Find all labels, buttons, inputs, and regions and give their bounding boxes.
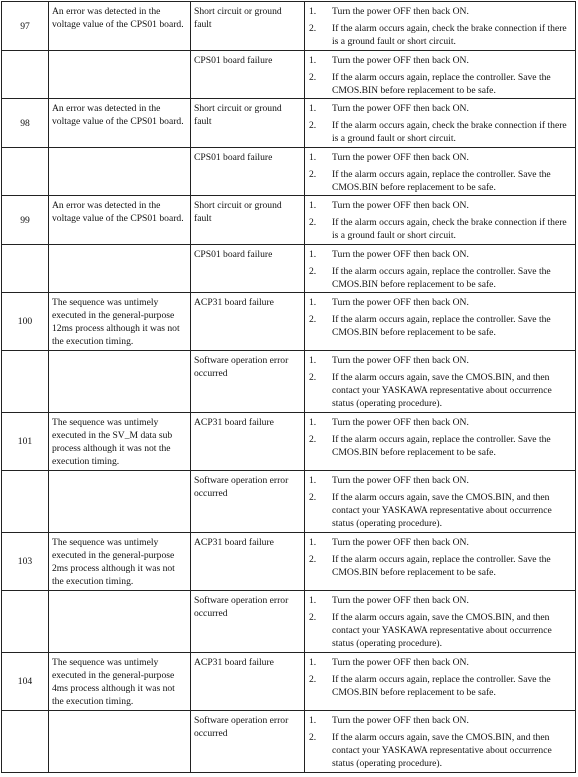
step-text: If the alarm occurs again, check the brake connection if there is a ground fault or short circuit. (332, 23, 567, 47)
table-row (2, 99, 576, 148)
remedy-step (308, 216, 572, 242)
remedy-steps (305, 471, 576, 533)
step-number: 1. (309, 297, 317, 308)
remedy-steps (305, 413, 576, 471)
remedy-step (308, 416, 572, 429)
error-description (49, 591, 191, 653)
alarm-code: 103 (2, 533, 49, 591)
alarm-code: 104 (2, 653, 49, 711)
remedy-steps (305, 196, 576, 245)
alarm-code: 101 (2, 413, 49, 471)
step-text: Turn the power OFF then back ON. (332, 657, 469, 668)
step-text: If the alarm occurs again, save the CMOS.BIN, and then contact your YASKAWA representative about occurrence status (operating procedure). (332, 732, 552, 769)
error-cause: Short circuit or ground fault (191, 2, 305, 51)
step-number: 2. (309, 612, 317, 623)
remedy-step (308, 296, 572, 309)
remedy-step (308, 673, 572, 699)
error-description (49, 51, 191, 99)
step-number: 1. (309, 103, 317, 114)
error-description: The sequence was untimely executed in the general-purpose 4ms process although it was not the execution timing. (49, 653, 191, 711)
error-cause: ACP31 board failure (191, 413, 305, 471)
step-text: Turn the power OFF then back ON. (332, 152, 469, 163)
error-cause: Software operation error occurred (191, 591, 305, 653)
table-row (2, 471, 576, 533)
error-cause: ACP31 board failure (191, 533, 305, 591)
alarm-code: 100 (2, 293, 49, 351)
table-row (2, 351, 576, 413)
table-row (2, 591, 576, 653)
alarm-code (2, 245, 49, 293)
step-number: 1. (309, 715, 317, 726)
step-text: Turn the power OFF then back ON. (332, 355, 469, 366)
step-number: 2. (309, 674, 317, 685)
step-text: Turn the power OFF then back ON. (332, 297, 469, 308)
step-text: Turn the power OFF then back ON. (332, 249, 469, 260)
table-row (2, 711, 576, 773)
remedy-step (308, 102, 572, 115)
remedy-step (308, 714, 572, 727)
step-number: 1. (309, 657, 317, 668)
remedy-steps (305, 351, 576, 413)
remedy-step (308, 54, 572, 67)
step-text: Turn the power OFF then back ON. (332, 55, 469, 66)
alarm-code (2, 351, 49, 413)
remedy-step (308, 354, 572, 367)
alarm-table (1, 1, 576, 773)
remedy-steps (305, 99, 576, 148)
error-description: The sequence was untimely executed in the general-purpose 2ms process although it was not the execution timing. (49, 533, 191, 591)
step-text: If the alarm occurs again, save the CMOS.BIN, and then contact your YASKAWA representative about occurrence status (operating procedure). (332, 492, 552, 529)
error-cause: Short circuit or ground fault (191, 196, 305, 245)
error-cause: Software operation error occurred (191, 351, 305, 413)
remedy-steps (305, 2, 576, 51)
step-number: 2. (309, 732, 317, 743)
error-cause: Short circuit or ground fault (191, 99, 305, 148)
alarm-code: 97 (2, 2, 49, 51)
error-cause: Software operation error occurred (191, 471, 305, 533)
remedy-steps (305, 533, 576, 591)
table-row (2, 533, 576, 591)
step-text: If the alarm occurs again, check the brake connection if there is a ground fault or short circuit. (332, 217, 567, 241)
step-number: 1. (309, 200, 317, 211)
error-description: An error was detected in the voltage value of the CPS01 board. (49, 196, 191, 245)
remedy-step (308, 248, 572, 261)
table-row (2, 653, 576, 711)
step-number: 2. (309, 217, 317, 228)
step-text: Turn the power OFF then back ON. (332, 595, 469, 606)
remedy-step (308, 71, 572, 97)
remedy-step (308, 731, 572, 770)
step-text: Turn the power OFF then back ON. (332, 200, 469, 211)
table-row (2, 2, 576, 51)
error-cause: CPS01 board failure (191, 148, 305, 196)
remedy-step (308, 22, 572, 48)
remedy-steps (305, 711, 576, 773)
step-text: If the alarm occurs again, replace the controller. Save the CMOS.BIN before replacement to be safe. (332, 554, 551, 578)
step-number: 1. (309, 417, 317, 428)
step-number: 1. (309, 6, 317, 17)
table-row (2, 51, 576, 99)
table-row (2, 148, 576, 196)
step-text: If the alarm occurs again, save the CMOS.BIN, and then contact your YASKAWA representative about occurrence status (operating procedure). (332, 372, 552, 409)
table-row (2, 196, 576, 245)
remedy-step (308, 371, 572, 410)
error-description (49, 351, 191, 413)
step-text: If the alarm occurs again, replace the controller. Save the CMOS.BIN before replacement to be safe. (332, 72, 551, 96)
remedy-step (308, 433, 572, 459)
remedy-step (308, 265, 572, 291)
step-number: 1. (309, 475, 317, 486)
error-description (49, 148, 191, 196)
step-text: If the alarm occurs again, replace the controller. Save the CMOS.BIN before replacement to be safe. (332, 674, 551, 698)
remedy-step (308, 491, 572, 530)
step-number: 1. (309, 537, 317, 548)
step-text: Turn the power OFF then back ON. (332, 6, 469, 17)
step-number: 2. (309, 266, 317, 277)
remedy-step (308, 536, 572, 549)
remedy-step (308, 553, 572, 579)
step-number: 1. (309, 355, 317, 366)
step-text: If the alarm occurs again, replace the controller. Save the CMOS.BIN before replacement to be safe. (332, 266, 551, 290)
step-text: Turn the power OFF then back ON. (332, 715, 469, 726)
step-number: 1. (309, 55, 317, 66)
step-number: 2. (309, 72, 317, 83)
step-number: 2. (309, 120, 317, 131)
alarm-code (2, 471, 49, 533)
error-description: An error was detected in the voltage value of the CPS01 board. (49, 2, 191, 51)
error-cause: CPS01 board failure (191, 245, 305, 293)
remedy-step (308, 5, 572, 18)
remedy-steps (305, 653, 576, 711)
table-row (2, 413, 576, 471)
error-description: An error was detected in the voltage value of the CPS01 board. (49, 99, 191, 148)
table-row (2, 293, 576, 351)
remedy-steps (305, 591, 576, 653)
step-text: If the alarm occurs again, save the CMOS.BIN, and then contact your YASKAWA representative about occurrence status (operating procedure). (332, 612, 552, 649)
step-number: 2. (309, 169, 317, 180)
step-text: Turn the power OFF then back ON. (332, 103, 469, 114)
error-description (49, 245, 191, 293)
step-number: 2. (309, 554, 317, 565)
alarm-code (2, 148, 49, 196)
step-number: 2. (309, 23, 317, 34)
remedy-step (308, 474, 572, 487)
step-number: 1. (309, 595, 317, 606)
error-cause: Software operation error occurred (191, 711, 305, 773)
error-description: The sequence was untimely executed in the general-purpose 12ms process although it was not the execution timing. (49, 293, 191, 351)
remedy-step (308, 594, 572, 607)
step-text: Turn the power OFF then back ON. (332, 417, 469, 428)
remedy-steps (305, 51, 576, 99)
alarm-code (2, 591, 49, 653)
remedy-step (308, 656, 572, 669)
remedy-step (308, 151, 572, 164)
error-cause: ACP31 board failure (191, 293, 305, 351)
step-number: 2. (309, 372, 317, 383)
remedy-steps (305, 245, 576, 293)
table-row (2, 245, 576, 293)
alarm-code (2, 51, 49, 99)
alarm-code (2, 711, 49, 773)
remedy-step (308, 611, 572, 650)
step-number: 1. (309, 249, 317, 260)
step-text: If the alarm occurs again, replace the controller. Save the CMOS.BIN before replacement to be safe. (332, 314, 551, 338)
alarm-code: 99 (2, 196, 49, 245)
remedy-step (308, 313, 572, 339)
remedy-step (308, 168, 572, 194)
error-description (49, 711, 191, 773)
error-cause: CPS01 board failure (191, 51, 305, 99)
error-description: The sequence was untimely executed in the SV_M data sub process although it was not the execution timing. (49, 413, 191, 471)
step-text: Turn the power OFF then back ON. (332, 537, 469, 548)
error-cause: ACP31 board failure (191, 653, 305, 711)
step-text: If the alarm occurs again, replace the controller. Save the CMOS.BIN before replacement to be safe. (332, 169, 551, 193)
step-text: Turn the power OFF then back ON. (332, 475, 469, 486)
step-number: 2. (309, 434, 317, 445)
remedy-step (308, 199, 572, 212)
alarm-code: 98 (2, 99, 49, 148)
step-number: 2. (309, 492, 317, 503)
step-text: If the alarm occurs again, replace the controller. Save the CMOS.BIN before replacement to be safe. (332, 434, 551, 458)
remedy-step (308, 119, 572, 145)
remedy-steps (305, 148, 576, 196)
remedy-steps (305, 293, 576, 351)
step-text: If the alarm occurs again, check the brake connection if there is a ground fault or short circuit. (332, 120, 567, 144)
step-number: 1. (309, 152, 317, 163)
step-number: 2. (309, 314, 317, 325)
error-description (49, 471, 191, 533)
